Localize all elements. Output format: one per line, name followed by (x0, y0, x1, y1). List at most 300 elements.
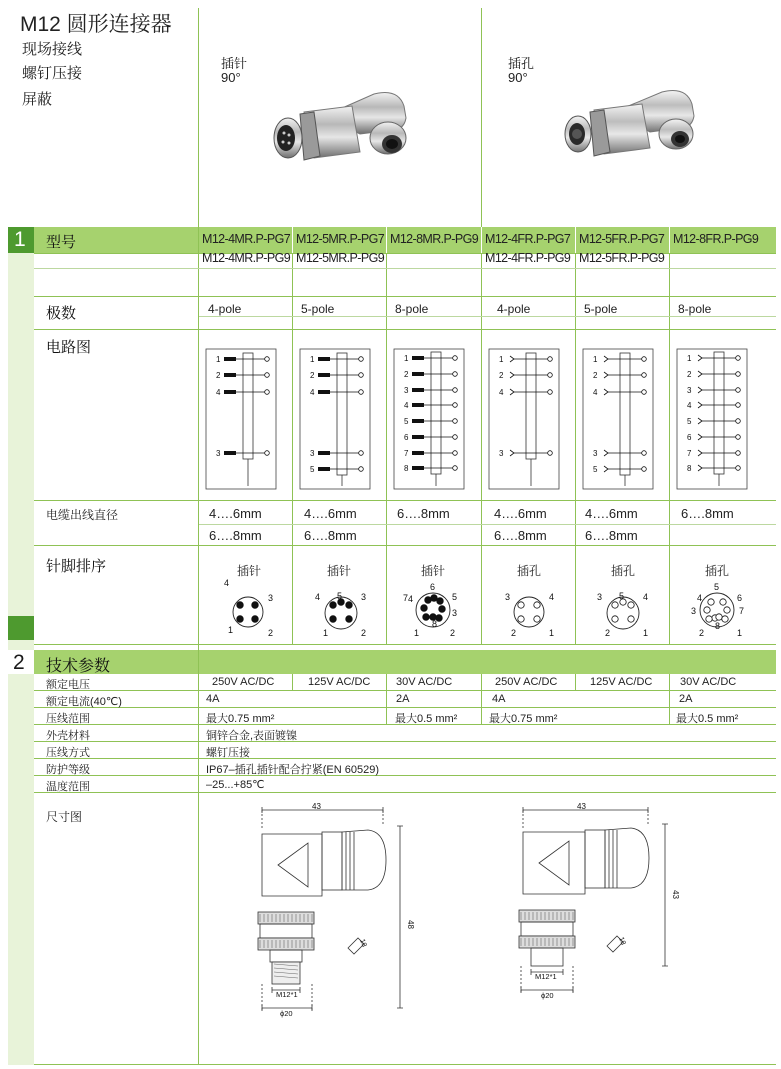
pinout-number: 1 (228, 625, 234, 635)
poles-col-6: 8-pole (678, 302, 712, 316)
dimension-drawing-male (240, 798, 430, 1023)
spec-wire-range-col-3: 最大0.5 mm² (395, 713, 458, 725)
col-divider (669, 674, 670, 724)
section2-header-bar (8, 650, 776, 674)
circuit-pin-number: 6 (687, 433, 692, 442)
pinout-number: 3 (452, 608, 458, 618)
spec-voltage-col-4: 250V AC/DC (495, 676, 558, 688)
pinout-number: 4 (643, 592, 649, 602)
circuit-socket-contact (510, 356, 514, 362)
circuit-terminal (359, 451, 364, 456)
row-rule (199, 316, 776, 317)
circuit-pin-contact (224, 451, 236, 455)
model-col-5-line-1: M12-5FR.P-PG7 (579, 232, 665, 246)
circuit-terminal (265, 390, 270, 395)
pinout-number: 6 (430, 582, 436, 592)
pinout-number: 1 (643, 628, 649, 638)
col-divider (292, 227, 293, 253)
circuit-socket-contact (604, 466, 608, 472)
socket-hole (722, 616, 728, 622)
model-col-3-line-1: M12-8MR.P-PG9 (390, 232, 479, 246)
circuit-pin-number: 4 (310, 388, 315, 397)
cable-row1-col-2: 4….6mm (304, 506, 357, 521)
circuit-diagram-col-4 (488, 348, 560, 491)
spec-label-current: 额定电流(40℃) (46, 696, 122, 708)
pinout-number: 6 (737, 593, 743, 603)
pinout-number: 8 (715, 621, 721, 631)
pinout-number: 7 (403, 593, 409, 603)
spec-label-temperature: 温度范围 (46, 781, 90, 793)
pin-contact (252, 602, 259, 609)
dimension-drawing-female (505, 798, 695, 1008)
circuit-terminal (453, 435, 458, 440)
circuit-pin-contact (224, 373, 236, 377)
poles-col-2: 5-pole (301, 302, 335, 316)
bottom-rule (34, 1064, 776, 1065)
pinout-diagram-col-2 (311, 578, 371, 640)
socket-hole (612, 616, 618, 622)
poles-col-5: 5-pole (584, 302, 618, 316)
circuit-pin-number: 8 (404, 464, 409, 473)
pinout-outline (514, 597, 544, 627)
product-photo-male (264, 86, 414, 178)
pin-contact (252, 616, 259, 623)
feature-shielded: 屏蔽 (22, 91, 53, 108)
spec-wire-range-col-4: 最大0.75 mm² (489, 713, 558, 725)
spec-wire-range-col-6: 最大0.5 mm² (676, 713, 739, 725)
socket-hole (612, 602, 618, 608)
circuit-pin-number: 3 (593, 449, 598, 458)
pinout-diagram-col-4 (499, 578, 559, 640)
pinout-number: 3 (691, 606, 697, 616)
svg-text:18: 18 (617, 936, 627, 947)
model-col-2-line-2: M12-5MR.P-PG9 (296, 251, 385, 265)
row-rule (34, 500, 776, 501)
circuit-socket-contact (698, 402, 702, 408)
circuit-terminal (453, 403, 458, 408)
circuit-pin-number: 3 (687, 386, 692, 395)
circuit-socket-contact (510, 450, 514, 456)
circuit-pin-number: 5 (404, 417, 409, 426)
circuit-pin-number: 7 (404, 449, 409, 458)
circuit-terminal (548, 357, 553, 362)
circuit-pin-number: 5 (687, 417, 692, 426)
svg-text:43: 43 (312, 802, 321, 811)
pin-contact (237, 616, 244, 623)
pin-contact (346, 602, 353, 609)
circuit-pin-contact (318, 390, 330, 394)
row-rule (34, 775, 776, 776)
pinout-number: 2 (268, 628, 274, 638)
spec-label-termination: 压线方式 (46, 747, 90, 759)
circuit-terminal (453, 419, 458, 424)
pinout-diagram-col-1 (218, 578, 278, 640)
circuit-pin-contact (318, 357, 330, 361)
col-divider (386, 253, 387, 644)
col-divider (575, 253, 576, 644)
socket-hole (518, 616, 524, 622)
pin-contact (421, 605, 428, 612)
circuit-label: 电路图 (46, 339, 92, 356)
circuit-pin-number: 4 (404, 401, 409, 410)
feature-screw-termination: 螺钉压接 (22, 65, 83, 82)
pinout-number: 2 (605, 628, 611, 638)
pinout-number: 4 (697, 593, 703, 603)
socket-hole (534, 602, 540, 608)
circuit-terminal (265, 373, 270, 378)
product-female-angle: 90° (508, 70, 528, 85)
circuit-pin-contact (412, 372, 424, 376)
circuit-pin-contact (318, 373, 330, 377)
circuit-pin-number: 2 (216, 371, 221, 380)
circuit-socket-contact (698, 387, 702, 393)
row-rule (34, 644, 776, 645)
circuit-terminal (548, 451, 553, 456)
circuit-body (431, 352, 441, 474)
circuit-terminal (642, 390, 647, 395)
circuit-pin-number: 3 (404, 386, 409, 395)
pinout-label: 针脚排序 (46, 558, 107, 575)
spec-current-col-6: 2A (679, 693, 693, 705)
socket-hole (628, 602, 634, 608)
col-divider (481, 674, 482, 724)
pinout-number: 3 (268, 593, 274, 603)
row-rule (34, 296, 776, 297)
pinout-number: 2 (450, 628, 456, 638)
circuit-terminal (548, 390, 553, 395)
pinout-number: 1 (737, 628, 743, 638)
model-col-4-line-1: M12-4FR.P-PG7 (485, 232, 571, 246)
cable-row2-col-5: 6….8mm (585, 528, 638, 543)
circuit-body (714, 352, 724, 474)
pinout-diagram-col-6 (687, 578, 747, 640)
circuit-terminal (642, 451, 647, 456)
circuit-terminal (736, 403, 741, 408)
row-rule (34, 707, 776, 708)
col-divider (669, 227, 670, 253)
col-divider (481, 8, 482, 227)
col-divider (575, 227, 576, 253)
pinout-number: 3 (505, 592, 511, 602)
product-male-type: 插针 (221, 56, 248, 71)
circuit-pin-number: 4 (593, 388, 598, 397)
pinout-number: 5 (714, 582, 720, 592)
circuit-terminal (736, 435, 741, 440)
pinout-diagram-col-3 (402, 578, 462, 640)
cable-row2-col-2: 6….8mm (304, 528, 357, 543)
circuit-terminal (736, 451, 741, 456)
col-divider (386, 227, 387, 253)
svg-text:M12*1: M12*1 (535, 972, 557, 981)
socket-hole (704, 607, 710, 613)
circuit-frame (489, 349, 559, 489)
circuit-pin-number: 3 (310, 449, 315, 458)
spec-temperature-value: –25...+85℃ (206, 779, 265, 791)
pinout-number: 7 (739, 606, 745, 616)
socket-hole (708, 599, 714, 605)
pinout-type-col-6: 插孔 (705, 564, 730, 578)
pinout-diagram-col-5 (593, 578, 653, 640)
circuit-pin-number: 4 (499, 388, 504, 397)
col-divider (669, 253, 670, 644)
model-col-1-line-2: M12-4MR.P-PG9 (202, 251, 291, 265)
circuit-pin-number: 2 (310, 371, 315, 380)
socket-hole (716, 614, 722, 620)
circuit-socket-contact (604, 356, 608, 362)
circuit-pin-number: 5 (310, 465, 315, 474)
circuit-pin-number: 2 (499, 371, 504, 380)
circuit-pin-number: 4 (216, 388, 221, 397)
circuit-socket-contact (698, 450, 702, 456)
pinout-type-col-3: 插针 (421, 564, 446, 578)
pin-contact (437, 598, 444, 605)
socket-hole (534, 616, 540, 622)
circuit-body (526, 353, 536, 459)
pin-contact (431, 595, 438, 602)
circuit-terminal (453, 466, 458, 471)
spec-current-col-4: 4A (492, 693, 506, 705)
pin-contact (439, 606, 446, 613)
pinout-number: 5 (337, 591, 343, 601)
spec-current-col-1: 4A (206, 693, 220, 705)
product-male-angle: 90° (221, 70, 241, 85)
pinout-number: 5 (452, 592, 458, 602)
circuit-pin-number: 1 (404, 354, 409, 363)
circuit-pin-number: 1 (216, 355, 221, 364)
row-rule (199, 524, 776, 525)
row-rule (34, 792, 776, 793)
circuit-pin-contact (412, 435, 424, 439)
circuit-terminal (736, 356, 741, 361)
col-divider (292, 674, 293, 690)
pinout-number: 2 (511, 628, 517, 638)
svg-text:ϕ20: ϕ20 (280, 1009, 293, 1018)
circuit-body (620, 353, 630, 475)
circuit-terminal (642, 357, 647, 362)
cable-row2-col-4: 6….8mm (494, 528, 547, 543)
page-title: M12 圆形连接器 (20, 13, 172, 36)
cable-row1-col-5: 4….6mm (585, 506, 638, 521)
circuit-pin-number: 7 (687, 449, 692, 458)
spec-label-protection: 防护等级 (46, 764, 90, 776)
row-rule (34, 329, 776, 330)
socket-hole (628, 616, 634, 622)
circuit-terminal (453, 388, 458, 393)
circuit-pin-number: 1 (499, 355, 504, 364)
cable-row1-col-3: 6….8mm (397, 506, 450, 521)
circuit-pin-number: 3 (216, 449, 221, 458)
circuit-pin-number: 6 (404, 433, 409, 442)
svg-text:M12*1: M12*1 (276, 990, 298, 999)
pin-contact (346, 616, 353, 623)
col-divider (292, 253, 293, 644)
pin-contact (237, 602, 244, 609)
circuit-terminal (265, 451, 270, 456)
circuit-socket-contact (698, 371, 702, 377)
pinout-number: 1 (549, 628, 555, 638)
circuit-pin-contact (318, 467, 330, 471)
cable-label: 电缆出线直径 (46, 508, 119, 522)
col-divider (386, 674, 387, 724)
spec-voltage-col-5: 125V AC/DC (590, 676, 653, 688)
circuit-socket-contact (698, 355, 702, 361)
circuit-terminal (265, 357, 270, 362)
cable-row1-col-1: 4….6mm (209, 506, 262, 521)
svg-text:48: 48 (406, 920, 415, 929)
cable-row1-col-4: 4….6mm (494, 506, 547, 521)
pin-contact (423, 614, 430, 621)
poles-col-1: 4-pole (208, 302, 242, 316)
section1-number: 1 (14, 228, 26, 251)
circuit-body (243, 353, 253, 459)
circuit-pin-contact (318, 451, 330, 455)
circuit-terminal (736, 372, 741, 377)
product-photo-female (558, 86, 708, 178)
circuit-pin-contact (224, 357, 236, 361)
socket-hole (706, 616, 712, 622)
cable-row1-col-6: 6….8mm (681, 506, 734, 521)
spec-wire-range-col-1: 最大0.75 mm² (206, 713, 275, 725)
pinout-type-col-2: 插针 (327, 564, 352, 578)
circuit-diagram-col-6 (676, 348, 748, 491)
circuit-terminal (453, 356, 458, 361)
circuit-pin-number: 2 (404, 370, 409, 379)
circuit-pin-number: 1 (687, 354, 692, 363)
pinout-type-col-5: 插孔 (611, 564, 636, 578)
circuit-terminal (736, 419, 741, 424)
pinout-number: 5 (619, 591, 625, 601)
circuit-pin-number: 8 (687, 464, 692, 473)
circuit-pin-number: 2 (687, 370, 692, 379)
spec-voltage-col-3: 30V AC/DC (396, 676, 453, 688)
socket-hole (518, 602, 524, 608)
svg-text:18: 18 (358, 938, 368, 949)
spec-housing-value: 铜锌合金,表面镀镍 (206, 730, 298, 742)
pin-contact (330, 602, 337, 609)
row-rule (34, 268, 776, 269)
pinout-number: 2 (361, 628, 367, 638)
circuit-pin-contact (412, 403, 424, 407)
model-label: 型号 (46, 234, 77, 251)
circuit-pin-number: 1 (310, 355, 315, 364)
circuit-socket-contact (604, 372, 608, 378)
spec-protection-value: IP67–插孔插针配合拧紧(EN 60529) (206, 764, 379, 776)
circuit-terminal (736, 466, 741, 471)
section2-number: 2 (13, 651, 25, 674)
pinout-number: 2 (699, 628, 705, 638)
pinout-number: 4 (224, 578, 230, 588)
circuit-terminal (736, 388, 741, 393)
col-divider (575, 674, 576, 690)
model-col-5-line-2: M12-5FR.P-PG9 (579, 251, 665, 265)
model-col-4-line-2: M12-4FR.P-PG9 (485, 251, 571, 265)
spec-voltage-col-6: 30V AC/DC (680, 676, 737, 688)
model-col-6-line-1: M12-8FR.P-PG9 (673, 232, 759, 246)
pinout-type-col-4: 插孔 (517, 564, 542, 578)
socket-hole (724, 607, 730, 613)
circuit-pin-number: 5 (593, 465, 598, 474)
pin-contact (330, 616, 337, 623)
circuit-socket-contact (698, 418, 702, 424)
spec-voltage-col-1: 250V AC/DC (212, 676, 275, 688)
pinout-outline (233, 597, 263, 627)
pinout-number: 1 (323, 628, 329, 638)
circuit-body (337, 353, 347, 475)
poles-col-3: 8-pole (395, 302, 429, 316)
pinout-number: 1 (414, 628, 420, 638)
circuit-socket-contact (510, 372, 514, 378)
circuit-terminal (359, 357, 364, 362)
product-female-type: 插孔 (508, 56, 535, 71)
circuit-pin-contact (412, 419, 424, 423)
circuit-diagram-col-2 (299, 348, 371, 491)
feature-field-wiring: 现场接线 (22, 41, 83, 58)
circuit-terminal (453, 451, 458, 456)
model-col-1-line-1: M12-4MR.P-PG7 (202, 232, 291, 246)
spec-label-housing: 外壳材料 (46, 730, 90, 742)
circuit-pin-contact (412, 388, 424, 392)
circuit-pin-contact (412, 451, 424, 455)
circuit-terminal (548, 373, 553, 378)
col-divider (198, 8, 199, 1065)
circuit-socket-contact (604, 450, 608, 456)
circuit-socket-contact (604, 389, 608, 395)
circuit-pin-contact (412, 466, 424, 470)
row-rule (34, 741, 776, 742)
dimension-label: 尺寸图 (46, 810, 83, 824)
circuit-socket-contact (698, 465, 702, 471)
poles-col-4: 4-pole (497, 302, 531, 316)
circuit-pin-number: 1 (593, 355, 598, 364)
circuit-diagram-col-5 (582, 348, 654, 491)
col-divider (481, 253, 482, 644)
pin-contact (425, 597, 432, 604)
svg-text:43: 43 (671, 890, 680, 899)
circuit-frame (206, 349, 276, 489)
poles-label: 极数 (46, 305, 77, 322)
pinout-number: 4 (549, 592, 555, 602)
circuit-terminal (642, 467, 647, 472)
socket-hole (720, 599, 726, 605)
circuit-socket-contact (698, 434, 702, 440)
svg-text:43: 43 (577, 802, 586, 811)
cable-row2-col-1: 6….8mm (209, 528, 262, 543)
col-divider (481, 227, 482, 253)
pinout-number: 8 (432, 619, 438, 629)
circuit-pin-number: 2 (593, 371, 598, 380)
spec-label-voltage: 额定电压 (46, 679, 90, 691)
pinout-type-col-1: 插针 (237, 564, 262, 578)
circuit-pin-contact (412, 356, 424, 360)
pinout-number: 4 (408, 594, 414, 604)
circuit-diagram-col-1 (205, 348, 277, 491)
circuit-terminal (642, 373, 647, 378)
circuit-pin-contact (224, 390, 236, 394)
section2-title: 技术参数 (46, 658, 111, 675)
circuit-pin-number: 3 (499, 449, 504, 458)
spec-label-wire-range: 压线范围 (46, 713, 90, 725)
model-col-2-line-1: M12-5MR.P-PG7 (296, 232, 385, 246)
spec-current-col-3: 2A (396, 693, 410, 705)
section1-end-box (8, 616, 34, 640)
row-rule (34, 758, 776, 759)
pinout-number: 3 (597, 592, 603, 602)
circuit-socket-contact (510, 389, 514, 395)
circuit-pin-number: 4 (687, 401, 692, 410)
pinout-number: 3 (361, 592, 367, 602)
circuit-terminal (359, 390, 364, 395)
pinout-number: 4 (315, 592, 321, 602)
